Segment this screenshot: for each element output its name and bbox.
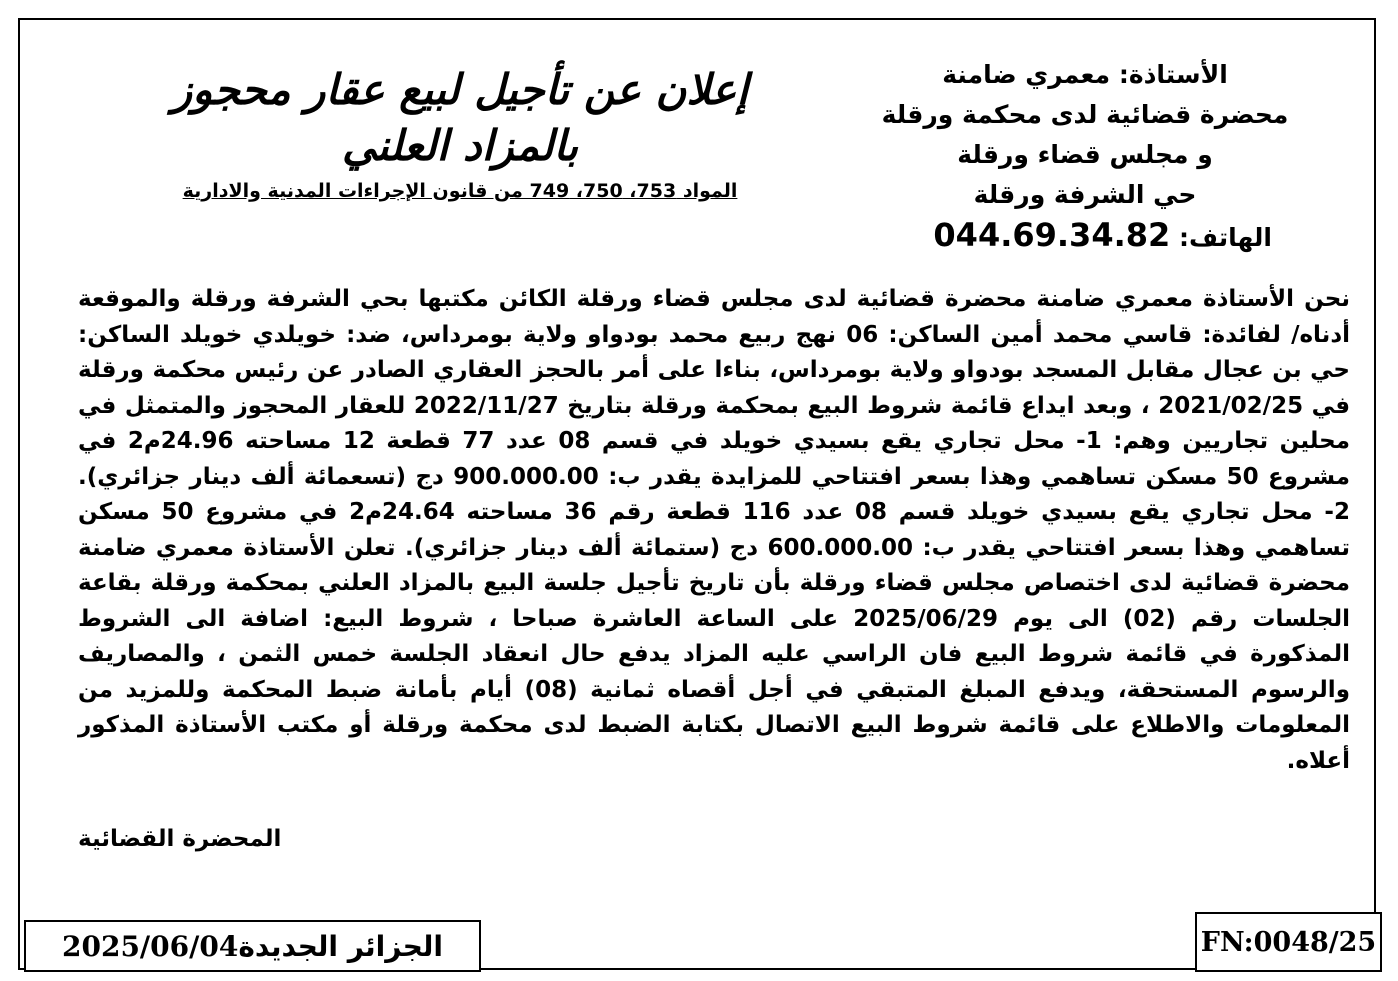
bailiff-council: و مجلس قضاء ورقلة bbox=[957, 140, 1213, 169]
announcement-title-line2: بالمزاد العلني bbox=[341, 121, 579, 170]
announcement-title-line1: إعلان عن تأجيل لبيع عقار محجوز bbox=[171, 65, 749, 114]
phone-number: 044.69.34.82 bbox=[933, 216, 1171, 254]
legal-articles-reference: المواد 753، 750، 749 من قانون الإجراءات المدنية والادارية bbox=[182, 180, 738, 202]
newspaper-stamp bbox=[24, 920, 481, 972]
file-number: FN:0048/25 bbox=[1200, 926, 1377, 958]
phone-label: الهاتف: bbox=[1178, 223, 1272, 252]
phone-line bbox=[850, 215, 1320, 258]
announcement-body: نحن الأستاذة معمري ضامنة محضرة قضائية لدى مجلس قضاء ورقلة الكائن مكتبها بحي الشرفة ورقلة والموقعة أدناه/ لفائدة: قاسي محمد أمين الساكن: 06 نهج ربيع محمد بودواو ولاية بومرداس، ضد: خويلدي خويلد الساكن: حي بن عجال مقابل المسجد بودواو ولاية بومرداس، بناءا على أمر بالحجز العقاري الصادر عن رئيس محكمة ورقلة في 2021/02/25 ، وبعد ايداع قائمة شروط البيع بمحكمة ورقلة بتاريخ 2022/11/27 للعقار المحجوز والمتمثل في محلين تجاريين وهم: 1- محل تجاري يقع بسيدي خويلد في قسم 08 عدد 77 قطعة 12 مساحته 24.96م2 في مشروع 50 مسكن تساهمي وهذا بسعر افتتاحي للمزايدة يقدر ب: 900.000.00 دج (تسعمائة ألف دينار جزائري). 2- محل تجاري يقع بسيدي خويلد قسم 08 عدد 116 قطعة رقم 36 مساحته 24.64م2 في مشروع 50 مسكن تساهمي وهذا بسعر افتتاحي يقدر ب: 600.000.00 دج (ستمائة ألف دينار جزائري). تعلن الأستاذة معمري ضامنة محضرة قضائية لدى اختصاص مجلس قضاء ورقلة بأن تاريخ تأجيل جلسة البيع بالمزاد العلني بمحكمة ورقلة بقاعة الجلسات رقم (02) الى يوم 2025/06/29 على الساعة العاشرة صباحا ، شروط البيع: اضافة الى الشروط المذكورة في قائمة شروط البيع فان الراسي عليه المزاد يدفع حال انعقاد الجلسة خمس الثمن ، والمصاريف والرسوم المستحقة، ويدفع المبلغ المتبقي في أجل أقصاه ثمانية (08) أيام بأمانة ضبط المحكمة وللمزيد من المعلومات والاطلاع على قائمة شروط البيع الاتصال بكتابة الضبط لدى محكمة ورقلة أو مكتب الأستاذة المذكور أعلاه. bbox=[78, 286, 1351, 774]
bailiff-contact-block bbox=[850, 55, 1320, 258]
newspaper-date: 2025/06/04 bbox=[62, 929, 239, 963]
newspaper-info bbox=[62, 930, 443, 963]
announcement-heading bbox=[100, 62, 820, 202]
bailiff-name: الأستاذة: معمري ضامنة bbox=[942, 60, 1228, 89]
signature: المحضرة القضائية bbox=[78, 826, 282, 852]
file-number-box bbox=[1195, 912, 1382, 972]
newspaper-name: الجزائر الجديدة bbox=[238, 929, 443, 963]
bailiff-position: محضرة قضائية لدى محكمة ورقلة bbox=[881, 100, 1289, 129]
bailiff-district: حي الشرفة ورقلة bbox=[973, 180, 1197, 209]
